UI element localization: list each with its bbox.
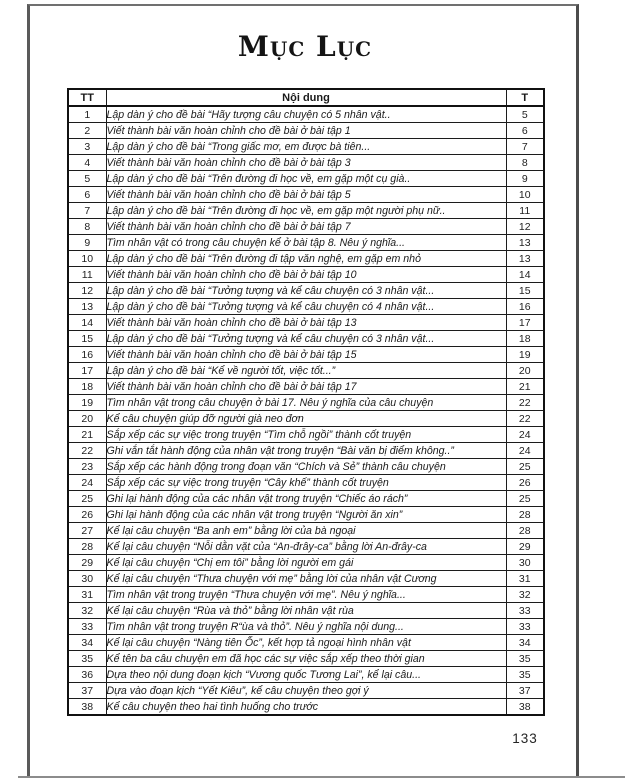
row-page: 24 <box>506 443 544 459</box>
row-content: Tìm nhân vật trong câu chuyện ở bài 17. Nêu ý nghĩa của câu chuyện <box>106 395 506 411</box>
table-row <box>68 283 544 299</box>
toc-table <box>67 88 545 716</box>
row-content: Lập dàn ý cho đề bài “Trên đường đi học về, em gặp một người phụ nữ.. <box>106 203 506 219</box>
toc-header-row <box>68 89 544 106</box>
table-row <box>68 363 544 379</box>
row-page: 15 <box>506 283 544 299</box>
row-index: 36 <box>68 667 106 683</box>
book-page-number: 133 <box>512 731 538 746</box>
row-page: 11 <box>506 203 544 219</box>
row-page: 19 <box>506 347 544 363</box>
table-row <box>68 299 544 315</box>
row-page: 34 <box>506 635 544 651</box>
table-row <box>68 427 544 443</box>
row-content: Viết thành bài văn hoàn chỉnh cho đề bài ở bài tập 10 <box>106 267 506 283</box>
row-content: Ghi lại hành động của các nhân vật trong truyện “Người ăn xin” <box>106 507 506 523</box>
row-content: Sắp xếp các hành động trong đoạn văn “Chích và Sẻ” thành câu chuyện <box>106 459 506 475</box>
row-index: 11 <box>68 267 106 283</box>
row-page: 6 <box>506 123 544 139</box>
row-content: Kể lại câu chuyện “Chị em tôi” bằng lời người em gái <box>106 555 506 571</box>
row-page: 12 <box>506 219 544 235</box>
table-row <box>68 347 544 363</box>
row-content: Kể câu chuyện theo hai tình huống cho trước <box>106 699 506 716</box>
row-page: 29 <box>506 539 544 555</box>
row-page: 24 <box>506 427 544 443</box>
table-row <box>68 395 544 411</box>
table-row <box>68 603 544 619</box>
table-row <box>68 155 544 171</box>
table-row <box>68 539 544 555</box>
row-page: 17 <box>506 315 544 331</box>
table-row <box>68 171 544 187</box>
table-row <box>68 267 544 283</box>
row-content: Tìm nhân vật trong truyện R“ùa và thỏ”. Nêu ý nghĩa nội dung... <box>106 619 506 635</box>
row-content: Dựa vào đoạn kịch “Yết Kiêu”, kể câu chuyện theo gợi ý <box>106 683 506 699</box>
table-row <box>68 587 544 603</box>
row-page: 22 <box>506 395 544 411</box>
page-edge-bottom <box>18 776 625 778</box>
row-index: 30 <box>68 571 106 587</box>
table-row <box>68 651 544 667</box>
table-row <box>68 203 544 219</box>
toc-table-body <box>68 106 544 715</box>
row-page: 25 <box>506 459 544 475</box>
table-row <box>68 411 544 427</box>
row-index: 28 <box>68 539 106 555</box>
row-index: 8 <box>68 219 106 235</box>
row-content: Lập dàn ý cho đề bài “Tưởng tượng và kể câu chuyện có 3 nhân vật... <box>106 331 506 347</box>
table-row <box>68 251 544 267</box>
table-row <box>68 139 544 155</box>
table-row <box>68 635 544 651</box>
row-content: Lập dàn ý cho đề bài “Kể về người tốt, việc tốt...” <box>106 363 506 379</box>
row-page: 7 <box>506 139 544 155</box>
row-index: 26 <box>68 507 106 523</box>
table-row <box>68 235 544 251</box>
row-page: 20 <box>506 363 544 379</box>
row-index: 33 <box>68 619 106 635</box>
row-content: Viết thành bài văn hoàn chỉnh cho đề bài ở bài tập 7 <box>106 219 506 235</box>
row-content: Lập dàn ý cho đề bài “Tưởng tượng và kể câu chuyện có 3 nhân vật... <box>106 283 506 299</box>
row-page: 35 <box>506 667 544 683</box>
row-index: 4 <box>68 155 106 171</box>
row-content: Viết thành bài văn hoàn chỉnh cho đề bài ở bài tập 5 <box>106 187 506 203</box>
table-row <box>68 699 544 716</box>
row-content: Viết thành bài văn hoàn chỉnh cho đề bài ở bài tập 17 <box>106 379 506 395</box>
row-page: 18 <box>506 331 544 347</box>
row-index: 6 <box>68 187 106 203</box>
row-index: 14 <box>68 315 106 331</box>
row-index: 7 <box>68 203 106 219</box>
page-title: Mục Lục <box>237 30 373 63</box>
row-content: Lập dàn ý cho đề bài “Trên đường đi học về, em gặp một cụ già.. <box>106 171 506 187</box>
table-row <box>68 219 544 235</box>
row-content: Dựa theo nội dung đoạn kịch “Vương quốc Tương Lai”, kể lại câu... <box>106 667 506 683</box>
row-content: Lập dàn ý cho đề bài “Hãy tượng câu chuyện có 5 nhân vật.. <box>106 106 506 123</box>
table-row <box>68 187 544 203</box>
table-row <box>68 475 544 491</box>
row-index: 35 <box>68 651 106 667</box>
row-content: Viết thành bài văn hoàn chỉnh cho đề bài ở bài tập 1 <box>106 123 506 139</box>
table-row <box>68 106 544 123</box>
row-index: 38 <box>68 699 106 716</box>
row-index: 21 <box>68 427 106 443</box>
row-index: 3 <box>68 139 106 155</box>
row-index: 13 <box>68 299 106 315</box>
row-index: 31 <box>68 587 106 603</box>
table-row <box>68 555 544 571</box>
row-index: 12 <box>68 283 106 299</box>
row-content: Viết thành bài văn hoàn chỉnh cho đề bài ở bài tập 13 <box>106 315 506 331</box>
row-page: 33 <box>506 619 544 635</box>
row-page: 14 <box>506 267 544 283</box>
row-index: 37 <box>68 683 106 699</box>
row-page: 13 <box>506 235 544 251</box>
row-page: 32 <box>506 587 544 603</box>
row-content: Kể lại câu chuyện “Rùa và thỏ” bằng lời nhân vật rùa <box>106 603 506 619</box>
table-row <box>68 507 544 523</box>
row-page: 8 <box>506 155 544 171</box>
row-index: 17 <box>68 363 106 379</box>
row-index: 18 <box>68 379 106 395</box>
row-page: 28 <box>506 523 544 539</box>
row-content: Sắp xếp các sự việc trong truyện “Tìm chỗ ngồi” thành cốt truyện <box>106 427 506 443</box>
row-index: 2 <box>68 123 106 139</box>
row-index: 10 <box>68 251 106 267</box>
table-row <box>68 379 544 395</box>
row-index: 16 <box>68 347 106 363</box>
table-row <box>68 667 544 683</box>
row-page: 21 <box>506 379 544 395</box>
column-header-tt: TT <box>68 89 106 106</box>
row-page: 22 <box>506 411 544 427</box>
table-row <box>68 491 544 507</box>
row-index: 9 <box>68 235 106 251</box>
row-index: 23 <box>68 459 106 475</box>
table-row <box>68 459 544 475</box>
row-content: Kể lại câu chuyện “Ba anh em” bằng lời của bà ngoại <box>106 523 506 539</box>
row-content: Tìm nhân vật trong truyện “Thưa chuyện với mẹ”. Nêu ý nghĩa... <box>106 587 506 603</box>
row-page: 26 <box>506 475 544 491</box>
column-header-content: Nội dung <box>106 89 506 106</box>
row-content: Viết thành bài văn hoàn chỉnh cho đề bài ở bài tập 3 <box>106 155 506 171</box>
row-index: 15 <box>68 331 106 347</box>
row-page: 30 <box>506 555 544 571</box>
row-content: Kể lại câu chuyện “Nàng tiên Ốc”, kết hợp tả ngoại hình nhân vật <box>106 635 506 651</box>
row-index: 32 <box>68 603 106 619</box>
row-content: Kể lại câu chuyện “Nỗi dằn vặt của “An-đrây-ca” bằng lời An-đrây-ca <box>106 539 506 555</box>
row-index: 27 <box>68 523 106 539</box>
row-page: 28 <box>506 507 544 523</box>
table-row <box>68 683 544 699</box>
row-content: Kể câu chuyện giúp đỡ người già neo đơn <box>106 411 506 427</box>
row-content: Kể tên ba câu chuyện em đã học các sự việc sắp xếp theo thời gian <box>106 651 506 667</box>
row-content: Lập dàn ý cho đề bài “Trong giấc mơ, em được bà tiên... <box>106 139 506 155</box>
row-page: 5 <box>506 106 544 123</box>
row-index: 25 <box>68 491 106 507</box>
row-content: Tìm nhân vật có trong câu chuyện kể ở bài tập 8. Nêu ý nghĩa... <box>106 235 506 251</box>
row-page: 33 <box>506 603 544 619</box>
row-index: 20 <box>68 411 106 427</box>
row-page: 35 <box>506 651 544 667</box>
row-page: 25 <box>506 491 544 507</box>
table-row <box>68 331 544 347</box>
column-header-page: T <box>506 89 544 106</box>
row-page: 13 <box>506 251 544 267</box>
row-index: 1 <box>68 106 106 123</box>
row-page: 9 <box>506 171 544 187</box>
row-page: 16 <box>506 299 544 315</box>
row-content: Lập dàn ý cho đề bài “Trên đường đi tập văn nghệ, em gặp em nhỏ <box>106 251 506 267</box>
row-content: Ghi lại hành động của các nhân vật trong truyện “Chiếc áo rách” <box>106 491 506 507</box>
row-index: 19 <box>68 395 106 411</box>
row-content: Lập dàn ý cho đề bài “Tưởng tượng và kể câu chuyện có 4 nhân vật... <box>106 299 506 315</box>
table-row <box>68 571 544 587</box>
table-row <box>68 123 544 139</box>
row-index: 24 <box>68 475 106 491</box>
row-page: 10 <box>506 187 544 203</box>
row-content: Viết thành bài văn hoàn chỉnh cho đề bài ở bài tập 15 <box>106 347 506 363</box>
table-row <box>68 315 544 331</box>
table-row <box>68 443 544 459</box>
table-row <box>68 619 544 635</box>
row-content: Kể lại câu chuyện “Thưa chuyện với mẹ” bằng lời của nhân vật Cương <box>106 571 506 587</box>
row-index: 5 <box>68 171 106 187</box>
row-index: 22 <box>68 443 106 459</box>
row-page: 37 <box>506 683 544 699</box>
row-page: 31 <box>506 571 544 587</box>
table-row <box>68 523 544 539</box>
row-index: 29 <box>68 555 106 571</box>
row-index: 34 <box>68 635 106 651</box>
row-page: 38 <box>506 699 544 716</box>
row-content: Sắp xếp các sự việc trong truyện “Cây khế” thành cốt truyện <box>106 475 506 491</box>
row-content: Ghi vắn tắt hành động của nhân vật trong truyện “Bài văn bị điểm không..” <box>106 443 506 459</box>
